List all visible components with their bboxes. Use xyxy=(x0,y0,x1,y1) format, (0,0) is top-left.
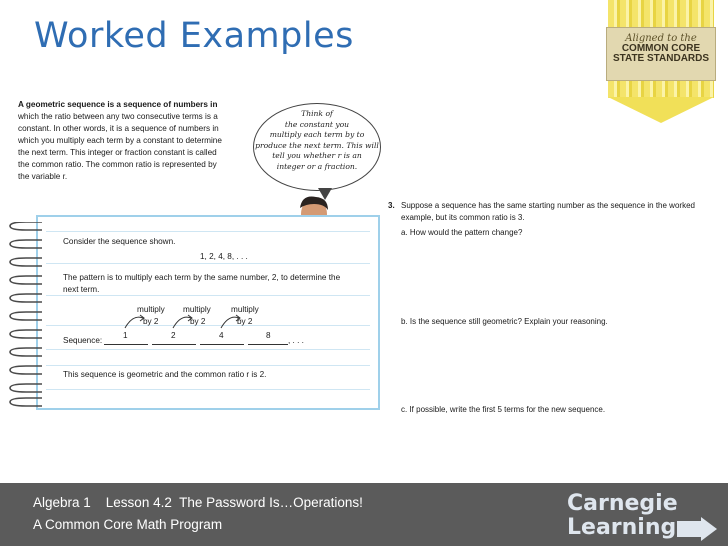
definition-line: the next term. This integer or fraction constant is called xyxy=(18,148,217,157)
multiply-label: multiply xyxy=(137,305,165,314)
conclusion-text: This sequence is geometric and the common ratio r is 2. xyxy=(63,370,267,379)
definition-line: which you multiply each term by a constant to determine xyxy=(18,136,222,145)
bubble-line: integer or a fraction. xyxy=(276,161,358,171)
notebook-rule-line xyxy=(46,389,370,390)
notebook-rule-line xyxy=(46,349,370,350)
question-3-line: example, but its common ratio is 3. xyxy=(401,213,525,222)
notebook-rule-line xyxy=(46,231,370,232)
thought-bubble xyxy=(253,103,381,191)
bubble-line: the constant you xyxy=(284,119,350,129)
badge-common-core-text: COMMON CORE xyxy=(621,43,701,54)
blank-line xyxy=(248,344,288,345)
definition-line: constant. In other words, it is a sequence of numbers in xyxy=(18,124,219,133)
logo-line: Carnegie xyxy=(567,491,678,516)
notebook-rule-line xyxy=(46,365,370,366)
carnegie-learning-logo xyxy=(567,491,717,541)
sequence-term: 2 xyxy=(171,331,176,340)
notebook-spiral-binding xyxy=(8,222,44,412)
question-3a: a. How would the pattern change? xyxy=(401,228,523,237)
standards-badge xyxy=(606,27,716,81)
footer-program-name: A Common Core Math Program xyxy=(33,517,223,532)
definition-line: A geometric sequence is a sequence of numbers in xyxy=(18,100,218,109)
question-3c: c. If possible, write the first 5 terms for the new sequence. xyxy=(401,405,606,414)
multiply-label: multiply xyxy=(183,305,211,314)
page-title: Worked Examples xyxy=(34,16,354,56)
logo-arrow-icon xyxy=(677,517,717,541)
definition-line: the variable r. xyxy=(18,172,68,181)
sequence-shown: 1, 2, 4, 8, . . . xyxy=(200,252,248,261)
multiply-label: multiply xyxy=(231,305,259,314)
bubble-line: multiply each term by to xyxy=(269,130,365,139)
notebook-rule-line xyxy=(46,263,370,264)
question-3-number: 3. xyxy=(388,201,395,210)
definition-paragraph xyxy=(18,99,242,183)
pattern-line: next term. xyxy=(63,285,100,294)
consider-text: Consider the sequence shown. xyxy=(63,237,176,246)
bubble-line: tell you whether r is an xyxy=(272,151,362,160)
blank-line xyxy=(152,344,196,345)
sequence-label: Sequence: xyxy=(63,336,103,345)
by-label: by 2 xyxy=(237,317,253,326)
logo-line: Learning xyxy=(567,515,677,540)
definition-line: which the ratio between any two consecutive terms is a xyxy=(18,112,218,121)
sequence-term: 8 xyxy=(266,331,271,340)
multiply-arrows xyxy=(115,312,295,332)
ribbon-point xyxy=(608,97,714,123)
blank-line xyxy=(200,344,244,345)
common-core-ribbon xyxy=(597,0,725,125)
definition-line: the common ratio. The common ratio is represented by xyxy=(18,160,217,169)
bubble-line: Think of xyxy=(301,109,333,118)
bubble-line: produce the next term. This will xyxy=(255,140,379,150)
blank-line xyxy=(104,344,148,345)
question-3-line: Suppose a sequence has the same starting number as the sequence in the worked xyxy=(401,201,695,210)
sequence-ellipsis: , . . . xyxy=(288,336,304,345)
sequence-term: 1 xyxy=(123,331,128,340)
badge-aligned-text: Aligned to the xyxy=(625,33,697,44)
badge-standards-text: STATE STANDARDS xyxy=(612,53,710,64)
footer-lesson-title: Algebra 1 Lesson 4.2 The Password Is…Operations! xyxy=(33,495,363,510)
by-label: by 2 xyxy=(143,317,159,326)
question-3b: b. Is the sequence still geometric? Explain your reasoning. xyxy=(401,317,608,326)
sequence-term: 4 xyxy=(219,331,224,340)
pattern-line: The pattern is to multiply each term by the same number, 2, to determine the xyxy=(63,273,341,282)
by-label: by 2 xyxy=(190,317,206,326)
